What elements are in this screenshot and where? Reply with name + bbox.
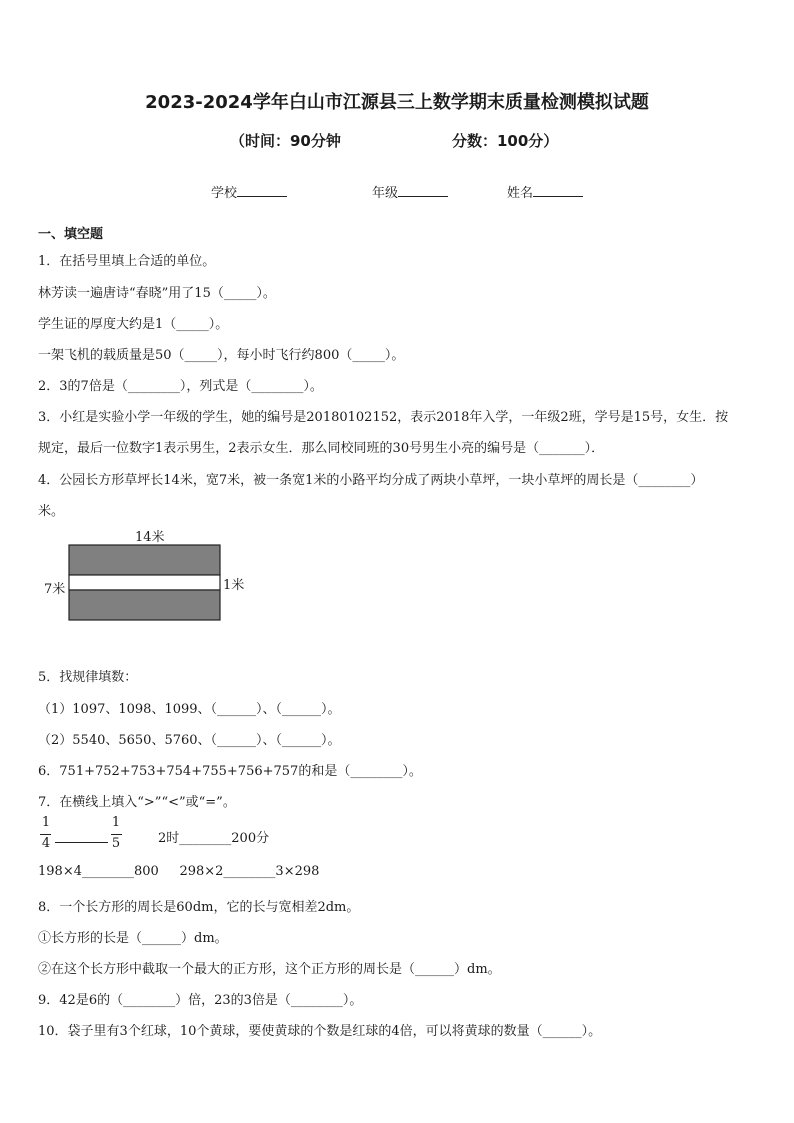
question-5a: （1）1097、1098、1099、（______）、（______）。 xyxy=(38,702,341,717)
school-field xyxy=(211,182,287,201)
compare-blank-fraction[interactable] xyxy=(55,842,108,843)
question-1: 1．在括号里填上合适的单位。 xyxy=(38,254,216,269)
question-8: 8．一个长方形的周长是60dm，它的长与宽相差2dm。 xyxy=(38,900,360,915)
grade-field xyxy=(372,182,448,201)
time-compare: 2时________200分 xyxy=(158,831,270,846)
fraction-left-numerator: 1 xyxy=(41,815,51,830)
question-5: 5．找规律填数： xyxy=(38,670,138,685)
question-1c: 一架飞机的载质量是50（_____），每小时飞行约800（_____）。 xyxy=(38,348,405,363)
page-title: 2023-2024学年白山市江源县三上数学期末质量检测模拟试题 xyxy=(145,92,649,113)
exam-score: 分数：100分） xyxy=(452,132,559,150)
question-5b: （2）5540、5650、5760、（______）、（______）。 xyxy=(38,733,341,748)
question-2: 2．3的7倍是（________），列式是（________）。 xyxy=(38,379,323,394)
figure-width-label: 7米 xyxy=(44,582,66,597)
name-blank[interactable] xyxy=(533,184,583,197)
figure-length-label: 14米 xyxy=(135,530,165,545)
name-label: 姓名 xyxy=(507,186,534,201)
question-1a: 林芳读一遍唐诗“春晓”用了15（_____）。 xyxy=(38,286,276,301)
grade-blank[interactable] xyxy=(398,184,448,197)
fraction-right-denominator: 5 xyxy=(111,836,121,851)
fraction-right-bar xyxy=(111,834,122,835)
lawn-bottom xyxy=(69,590,220,620)
name-field xyxy=(507,182,583,201)
fraction-right-numerator: 1 xyxy=(111,815,121,830)
figure-path-label: 1米 xyxy=(223,578,245,593)
path-strip xyxy=(69,575,220,590)
school-label: 学校 xyxy=(211,186,238,201)
question-3-line1: 3．小红是实验小学一年级的学生，她的编号是20180102152，表示2018年入学，一年级2班，学号是15号，女生．按 xyxy=(38,410,729,425)
section-heading: 一、填空题 xyxy=(38,227,104,242)
product-compare: 198×4________800 298×2________3×298 xyxy=(38,864,320,879)
grade-label: 年级 xyxy=(372,186,399,201)
fraction-left-denominator: 4 xyxy=(41,836,51,851)
question-4-line2: 米。 xyxy=(38,504,65,519)
lawn-diagram xyxy=(68,544,222,622)
fraction-left-bar xyxy=(40,834,51,835)
lawn-top xyxy=(69,545,220,575)
question-1b: 学生证的厚度大约是1（_____）。 xyxy=(38,317,229,332)
question-10: 10．袋子里有3个红球，10个黄球，要使黄球的个数是红球的4倍，可以将黄球的数量（______）。 xyxy=(38,1024,602,1039)
question-9: 9．42是6的（________）倍，23的3倍是（________）。 xyxy=(38,993,363,1008)
question-8b: ②在这个长方形中截取一个最大的正方形，这个正方形的周长是（______）dm。 xyxy=(38,962,501,977)
question-4-line1: 4．公园长方形草坪长14米，宽7米，被一条宽1米的小路平均分成了两块小草坪，一块小草坪的周长是（________） xyxy=(38,473,704,488)
question-6: 6．751+752+753+754+755+756+757的和是（________）。 xyxy=(38,764,422,779)
question-3-line2: 规定，最后一位数字1表示男生，2表示女生．那么同校同班的30号男生小亮的编号是（_______）． xyxy=(38,441,605,456)
school-blank[interactable] xyxy=(237,184,287,197)
question-7: 7．在横线上填入“>”“<”或“=”。 xyxy=(38,795,236,810)
exam-time: （时间：90分钟 xyxy=(230,132,341,150)
question-8a: ①长方形的长是（______）dm。 xyxy=(38,931,228,946)
